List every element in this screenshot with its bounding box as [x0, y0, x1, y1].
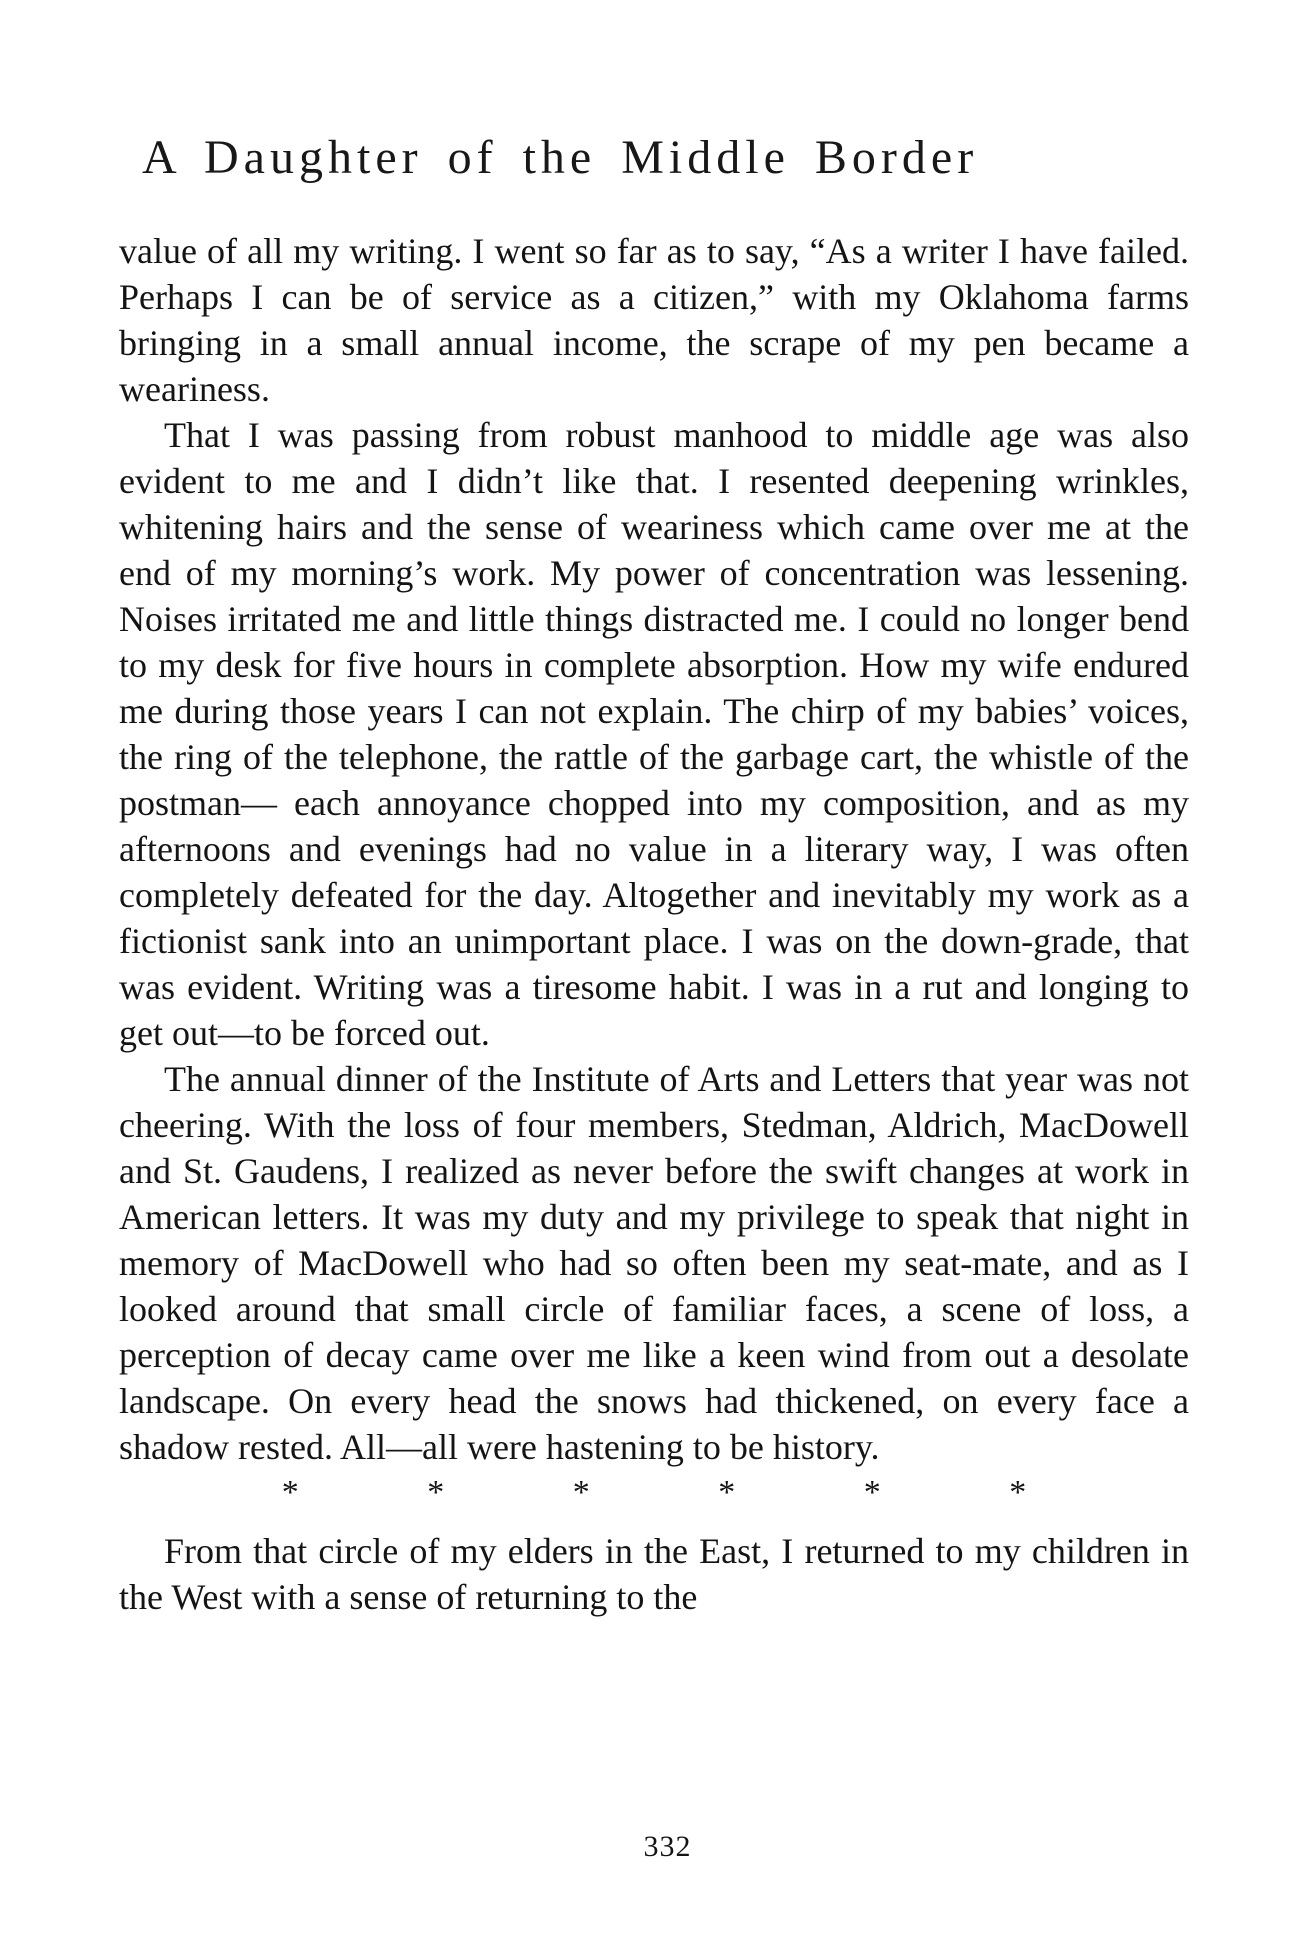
body-text: [119, 228, 1189, 1620]
paragraph-institute-dinner: The annual dinner of the Institute of Arts and Letters that year was not cheering. With the loss of four members, Stedman, Aldrich, MacDowell and St. Gaudens, I realized as never before the swift changes at work in American letters. It was my duty and my privilege to speak that night in memory of MacDowell who had so often been my seat-mate, and as I looked around that small circle of familiar faces, a scene of loss, a perception of decay came over me like a keen wind from out a desolate landscape. On every head the snows had thickened, on every face a shadow rested. All—all were hastening to be history.: [119, 1059, 1189, 1467]
paragraph-continuation: value of all my writing. I went so far as to say, “As a writer I have failed. Perhaps I can be of service as a citizen,” with my Oklahoma farms bringing in a small annual income, the scrape of my pen became a weariness.: [119, 231, 1189, 409]
paragraph-return-west: From that circle of my elders in the East, I returned to my children in the West with a sense of returning to the: [119, 1531, 1189, 1617]
paragraph-aging: That I was passing from robust manhood to middle age was also evident to me and I didn’t like that. I resented deepening wrinkles, whitening hairs and the sense of weariness which came over me at the end of my morning’s work. My power of concentration was lessening. Noises irritated me and little things distracted me. I could no longer bend to my desk for five hours in complete absorption. How my wife endured me during those years I can not explain. The chirp of my babies’ voices, the ring of the telephone, the rattle of the garbage cart, the whistle of the postman— each annoyance chopped into my composition, and as my afternoons and evenings had no value in a literary way, I was often completely defeated for the day. Altogether and inevitably my work as a fictionist sank into an unimportant place. I was on the down-grade, that was evident. Writing was a tiresome habit. I was in a rut and longing to get out—to be forced out.: [119, 415, 1189, 1053]
page-number: 332: [643, 1830, 692, 1863]
section-gap: [119, 1516, 1189, 1528]
section-break: * * * * * *: [281, 1474, 1067, 1511]
running-head-title: A Daughter of the Middle Border: [142, 131, 979, 184]
